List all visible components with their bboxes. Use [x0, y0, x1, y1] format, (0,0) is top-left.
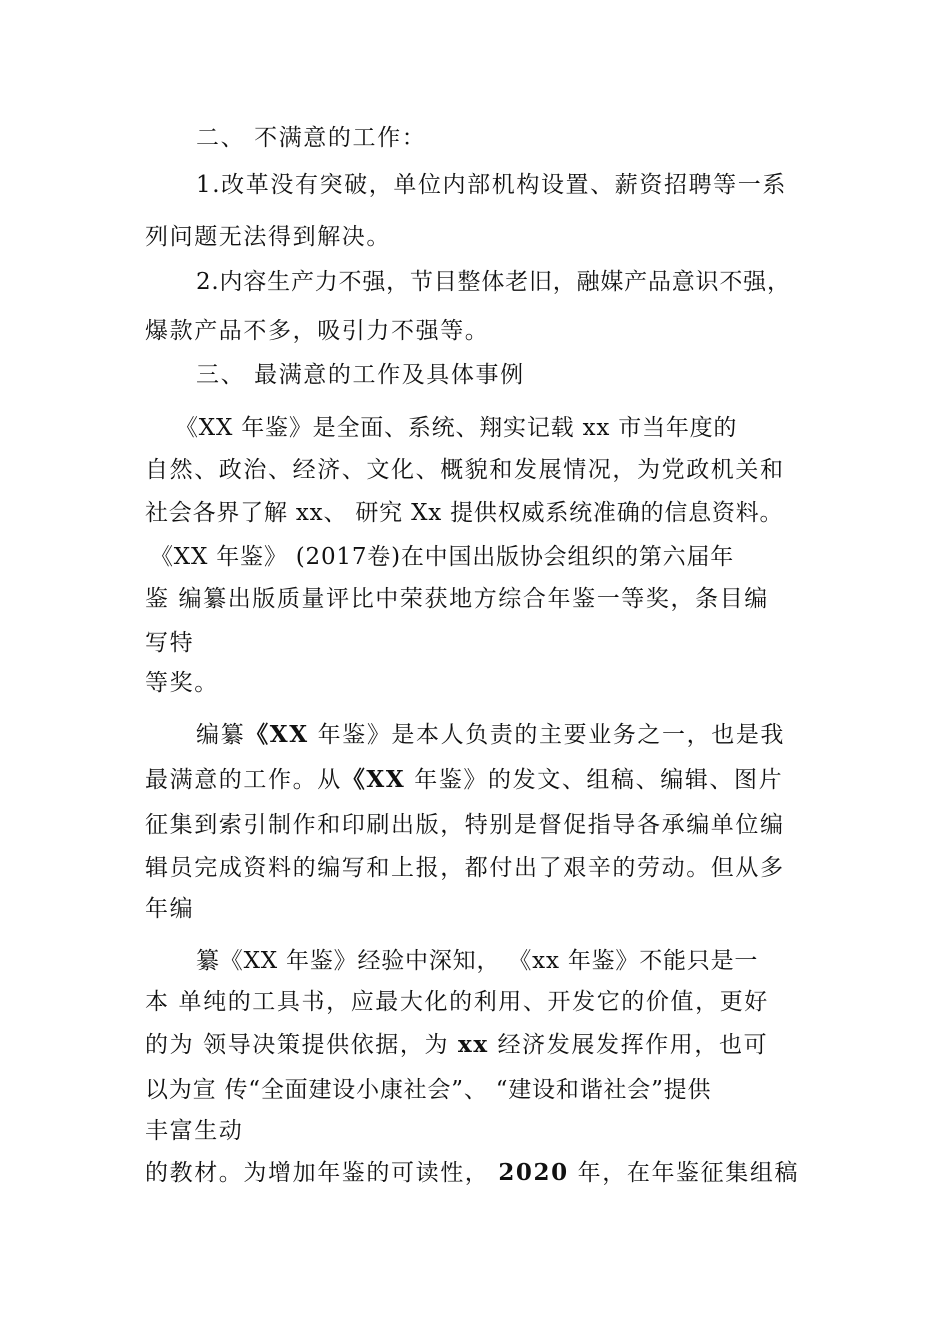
para-2-line-2-text-a: 最满意的工作。从: [145, 767, 342, 793]
para-2-line-4: 辑员完成资料的编写和上报，都付出了艰辛的劳动。但从多: [145, 855, 785, 881]
item-2-line-1: 2.内容生产力不强，节目整体老旧，融媒产品意识不强，: [196, 269, 791, 295]
para-3-line-3-bold: xx: [458, 1031, 489, 1058]
para-3-line-1: 纂《XX 年鉴》经验中深知， 《xx 年鉴》不能只是一: [196, 948, 759, 974]
para-2-line-1: [196, 720, 785, 750]
item-1-line-2: 列问题无法得到解决。: [145, 224, 391, 250]
para-2-line-1-text-a: 编纂: [196, 722, 246, 748]
para-1-line-1: 《XX 年鉴》是全面、系统、翔实记载 xx 市当年度的: [175, 415, 738, 441]
para-2-line-2: [145, 765, 783, 795]
para-3-line-6: [145, 1158, 799, 1188]
item-2-line-2: 爆款产品不多，吸引力不强等。: [145, 318, 490, 344]
para-2-line-1-text-c: 年鉴》是本人负责的主要业务之一，也是我: [308, 722, 786, 748]
para-3-line-3: [145, 1030, 768, 1060]
para-1-line-2: 自然、政治、经济、文化、概貌和发展情况，为党政机关和: [145, 457, 785, 483]
para-2-line-1-bold: 《XX: [245, 721, 309, 748]
para-2-line-5: 年编: [145, 896, 195, 922]
para-1-line-4: 《XX 年鉴》 (2017卷)在中国出版协会组织的第六届年: [150, 544, 735, 570]
item-1-line-1: 1.改革没有突破，单位内部机构设置、薪资招聘等一系: [196, 172, 787, 198]
para-3-line-3-text-c: 经济发展发挥作用，也可: [488, 1032, 769, 1058]
para-2-line-2-bold: 《XX: [341, 766, 406, 793]
para-1-line-5: 鉴 编纂出版质量评比中荣获地方综合年鉴一等奖，条目编: [145, 586, 769, 612]
section-2-heading: 二、 不满意的工作：: [196, 125, 427, 151]
para-1-line-3: 社会各界了解 xx、 研究 Xx 提供权威系统准确的信息资料。: [145, 500, 784, 526]
para-1-line-6: 写特: [145, 630, 195, 656]
para-1-line-7: 等奖。: [145, 670, 219, 696]
para-3-line-5: 丰富生动: [145, 1118, 244, 1144]
para-3-line-6-text-a: 的教材。为增加年鉴的可读性，: [145, 1160, 499, 1186]
para-3-line-2: 本 单纯的工具书，应最大化的利用、开发它的价值，更好: [145, 989, 769, 1015]
section-3-heading: 三、 最满意的工作及具体事例: [196, 362, 525, 388]
para-2-line-3: 征集到索引制作和印刷出版，特别是督促指导各承编单位编: [145, 812, 785, 838]
para-2-line-2-text-c: 年鉴》的发文、组稿、编辑、图片: [405, 767, 784, 793]
para-3-line-6-text-c: 年，在年鉴征集组稿: [568, 1160, 800, 1186]
para-3-line-6-bold: 2020: [498, 1159, 569, 1186]
para-3-line-3-text-a: 的为 领导决策提供依据，为: [145, 1032, 459, 1058]
para-3-line-4: 以为宣 传“全面建设小康社会”、 “建设和谐社会”提供: [145, 1077, 712, 1103]
